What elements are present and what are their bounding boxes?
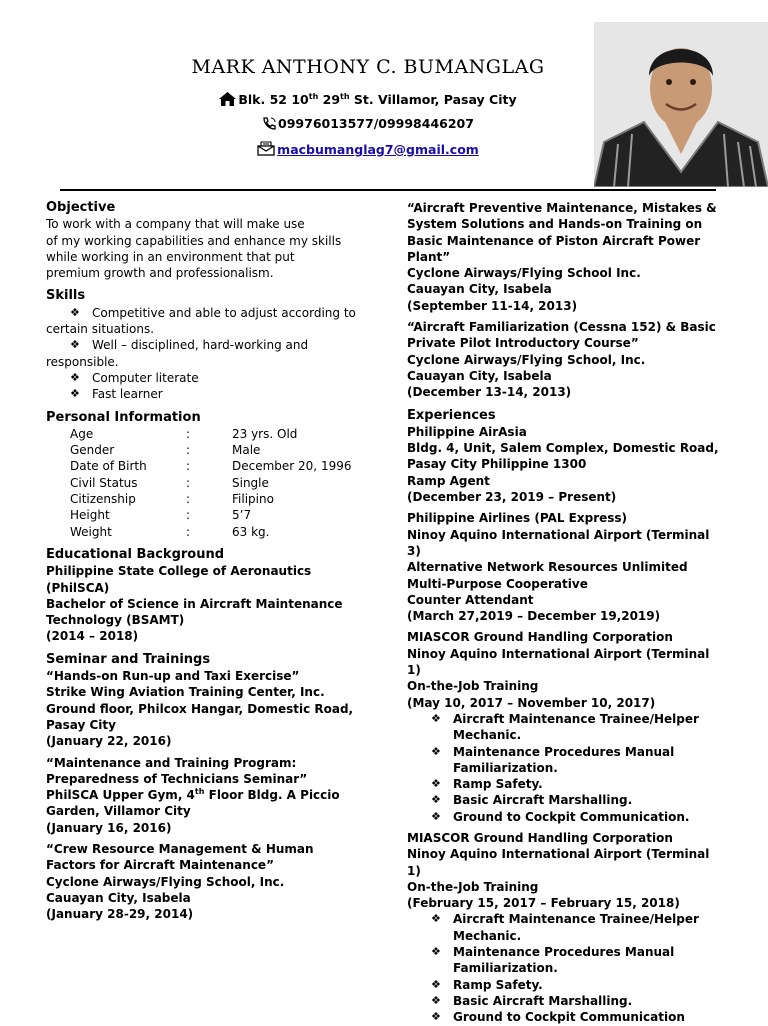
phone-icon <box>262 117 276 133</box>
list-item: ❖ Maintenance Procedures Manual Familiarization. <box>407 744 722 777</box>
duties-list <box>407 711 722 825</box>
degree: Bachelor of Science in Aircraft Maintenance Technology (BSAMT) <box>46 596 343 628</box>
table-row: Date of Birth : December 20, 1996 <box>70 459 352 474</box>
experience-item: MIASCOR Ground Handling Corporation Ninoy Aquino International Airport (Terminal 1) On-the-Job Training (May 10, 2017 – November 10, 2017) ❖ Aircraft Maintenance Trainee/Helper Mechanic. ❖ Maintenance Procedures Manual Familiarization. ❖ Ramp Safety. ❖ Basic Aircraft Marshalling. ❖ Ground to Cockpit Communication. <box>407 629 722 825</box>
resume-name: MARK ANTHONY C. BUMANGLAG <box>191 56 545 78</box>
home-icon <box>219 92 236 109</box>
list-item: ❖ Aircraft Maintenance Trainee/Helper Mechanic. <box>407 711 722 744</box>
list-item: ❖ Ramp Safety. <box>407 977 722 993</box>
seminar-item: “Aircraft Familiarization (Cessna 152) & Basic Private Pilot Introductory Course” Cyclone Airways/Flying School, Inc. Cauayan City, Isabela (December 13-14, 2013) <box>407 320 716 400</box>
phone-number: 09976013577/09998446207 <box>278 116 474 131</box>
experience-item: MIASCOR Ground Handling Corporation Ninoy Aquino International Airport (Terminal 1) On-the-Job Training (February 15, 2017 – February 15, 2018) ❖ Aircraft Maintenance Trainee/Helper Mechanic. ❖ Maintenance Procedures Manual Familiarization. ❖ Ramp Safety. ❖ Basic Aircraft Marshalling. ❖ Ground to Cockpit Communication <box>407 830 722 1026</box>
education-heading: Educational Background <box>46 546 225 562</box>
table-row: Civil Status : Single <box>70 475 269 490</box>
list-item: ❖ Maintenance Procedures Manual Familiarization. <box>407 944 722 977</box>
seminar-item: “Crew Resource Management & Human Factors for Aircraft Maintenance” Cyclone Airways/Flying School, Inc. Cauayan City, Isabela (January 28-29, 2014) <box>46 841 314 922</box>
list-item: ❖ Aircraft Maintenance Trainee/Helper Mechanic. <box>407 911 722 944</box>
table-row: Height : 5’7 <box>70 508 252 523</box>
experiences-heading: Experiences <box>407 407 496 423</box>
list-item: ❖ Computer literate <box>46 370 361 386</box>
table-row: Age : 23 yrs. Old <box>70 426 298 441</box>
seminar-item: “Hands-on Run-up and Taxi Exercise” Strike Wing Aviation Training Center, Inc. Ground floor, Philcox Hangar, Domestic Road, Pasay City (January 22, 2016) <box>46 669 354 749</box>
school-name: Philippine State College of Aeronautics (PhilSCA) <box>46 564 312 595</box>
education-years: (2014 – 2018) <box>46 629 139 644</box>
email-icon <box>257 141 275 159</box>
skills-list <box>46 305 361 403</box>
table-row: Gender : Male <box>70 443 261 458</box>
experience-item: Philippine AirAsia Bldg. 4, Unit, Salem Complex, Domestic Road, Pasay City Philippine 1300 Ramp Agent (December 23, 2019 – Present) <box>407 424 719 505</box>
list-item: ❖ Ground to Cockpit Communication <box>407 1009 722 1025</box>
header-divider <box>60 189 716 191</box>
seminar-item: “Maintenance and Training Program: Preparedness of Technicians Seminar” PhilSCA Upper Gym, 4th Floor Bldg. A Piccio Garden, Villamor City (January 16, 2016) <box>46 755 340 835</box>
profile-photo <box>594 22 768 187</box>
list-item: ❖ Ground to Cockpit Communication. <box>407 809 722 825</box>
personal-info-heading: Personal Information <box>46 409 201 425</box>
list-item: ❖ Ramp Safety. <box>407 776 722 792</box>
objective-text: To work with a company that will make use of my working capabilities and enhance my skills while working in an environment that put premium growth and professionalism. <box>46 217 342 281</box>
objective-heading: Objective <box>46 200 116 215</box>
experience-item: Philippine Airlines (PAL Express) Ninoy Aquino International Airport (Terminal 3) Alternative Network Resources Unlimited Multi-Purpose Cooperative Counter Attendant (March 27,2019 – December 19,2019) <box>407 511 710 624</box>
address-line: Blk. 52 10th 29th St. Villamor, Pasay City <box>0 92 736 109</box>
list-item: ❖ Competitive and able to adjust according to certain situations. <box>46 305 361 338</box>
list-item: ❖ Basic Aircraft Marshalling. <box>407 792 722 808</box>
duties-list <box>407 911 722 1025</box>
list-item: ❖ Basic Aircraft Marshalling. <box>407 993 722 1009</box>
left-column <box>46 200 361 922</box>
list-item: ❖ Fast learner <box>46 386 361 402</box>
personal-info-table <box>70 426 351 540</box>
skills-heading: Skills <box>46 288 86 304</box>
seminar-item: “Aircraft Preventive Maintenance, Mistakes & System Solutions and Hands-on Training on Basic Maintenance of Piston Aircraft Power Plant” Cyclone Airways/Flying School Inc. Cauayan City, Isabela (September 11-14, 2013) <box>407 201 717 313</box>
right-column <box>407 200 722 1026</box>
seminars-heading: Seminar and Trainings <box>46 651 211 667</box>
table-row: Weight : 63 kg. <box>70 524 270 539</box>
list-item: ❖ Well – disciplined, hard-working and responsible. <box>46 337 361 370</box>
email-link[interactable]: macbumanglag7@gmail.com <box>277 142 479 157</box>
table-row: Citizenship : Filipino <box>70 492 274 507</box>
